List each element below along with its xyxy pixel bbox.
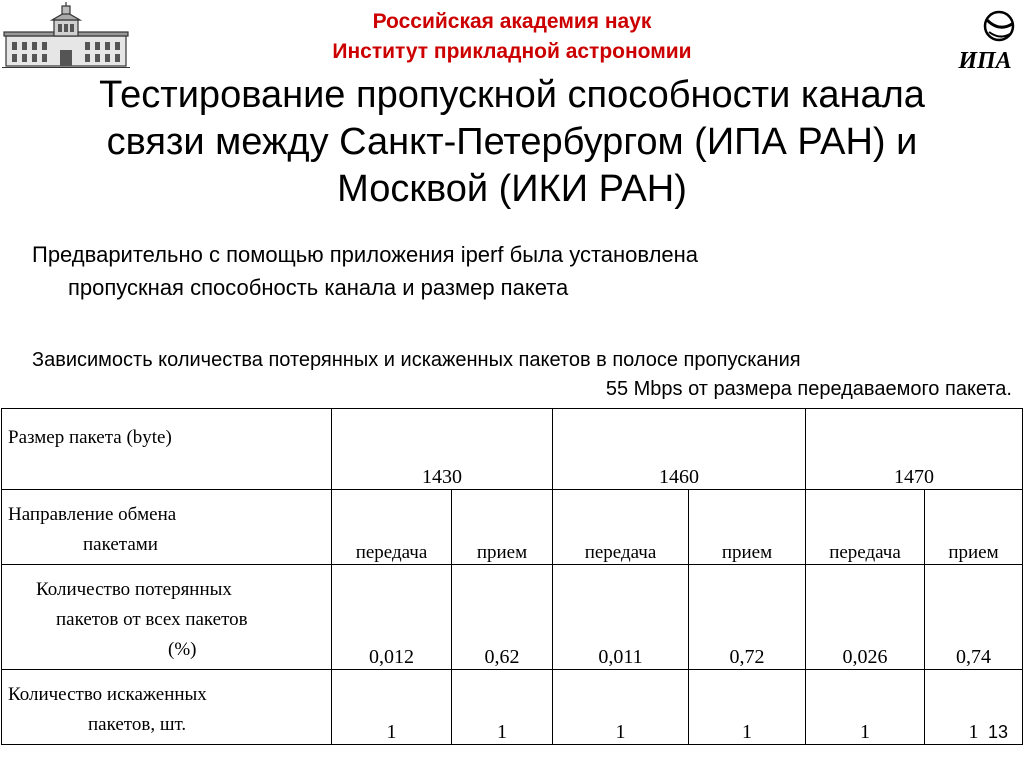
logo-text: ИПА — [958, 48, 1012, 74]
page-number: 13 — [987, 722, 1008, 742]
direction-cell: передача — [553, 490, 689, 565]
title-line2: связи между Санкт-Петербургом (ИПА РАН) и — [106, 121, 918, 163]
direction-cell: передача — [806, 490, 925, 565]
institute-building-icon — [2, 2, 130, 68]
caption-line2: 55 Mbps от размера передаваемого пакета. — [605, 378, 1012, 400]
size-1470-cell: 1470 — [806, 409, 1023, 490]
intro-line2: пропускная способность канала и размер пакета — [68, 275, 569, 300]
slide-title — [20, 72, 1004, 213]
size-1430-cell: 1430 — [332, 409, 553, 490]
lost-label-line2: пакетов от всех пакетов — [56, 609, 248, 630]
direction-cell: прием — [452, 490, 553, 565]
title-line1: Тестирование пропускной способности канала — [99, 74, 925, 116]
table-row — [2, 565, 1023, 670]
lost-value-cell: 0,74 — [925, 565, 1023, 670]
distorted-label-line2: пакетов, шт. — [88, 714, 187, 735]
org-name-line1: Российская академия наук — [372, 10, 652, 33]
lost-value-cell: 0,72 — [689, 565, 806, 670]
distorted-value-cell: 1 — [332, 670, 452, 745]
lost-value-cell: 0,026 — [806, 565, 925, 670]
table-row — [2, 409, 1023, 490]
caption-line1: Зависимость количества потерянных и искаженных пакетов в полосе пропускания — [32, 349, 801, 371]
size-label-cell — [2, 409, 332, 490]
lost-label-line3: (%) — [168, 639, 197, 660]
ipa-globe-logo-icon — [952, 10, 1018, 76]
lost-value-cell: 0,012 — [332, 565, 452, 670]
direction-label-line1: Направление обмена — [8, 504, 177, 525]
table-row — [2, 670, 1023, 745]
distorted-value-cell: 1 — [689, 670, 806, 745]
lost-value-cell: 0,62 — [452, 565, 553, 670]
distorted-value-cell: 1 — [925, 670, 1023, 745]
direction-cell: передача — [332, 490, 452, 565]
lost-label-cell — [2, 565, 332, 670]
direction-label-line2: пакетами — [83, 534, 158, 555]
distorted-label-line1: Количество искаженных — [8, 684, 207, 705]
size-label: Размер пакета (byte) — [8, 427, 172, 448]
intro-paragraph — [32, 238, 972, 304]
title-line3: Москвой (ИКИ РАН) — [337, 168, 687, 210]
results-table — [1, 408, 1023, 745]
direction-label-cell — [2, 490, 332, 565]
intro-line1: Предварительно с помощью приложения iperf была установлена — [32, 242, 699, 267]
size-1460-cell: 1460 — [553, 409, 806, 490]
distorted-value-cell: 1 — [553, 670, 689, 745]
lost-label-line1: Количество потерянных — [36, 579, 232, 600]
lost-value-cell: 0,011 — [553, 565, 689, 670]
distorted-value-cell: 1 — [806, 670, 925, 745]
table-row — [2, 490, 1023, 565]
org-name-line2: Институт прикладной астрономии — [332, 40, 692, 63]
distorted-label-cell — [2, 670, 332, 745]
distorted-value-cell: 1 — [452, 670, 553, 745]
direction-cell: прием — [689, 490, 806, 565]
table-caption — [32, 346, 1012, 404]
direction-cell: прием — [925, 490, 1023, 565]
